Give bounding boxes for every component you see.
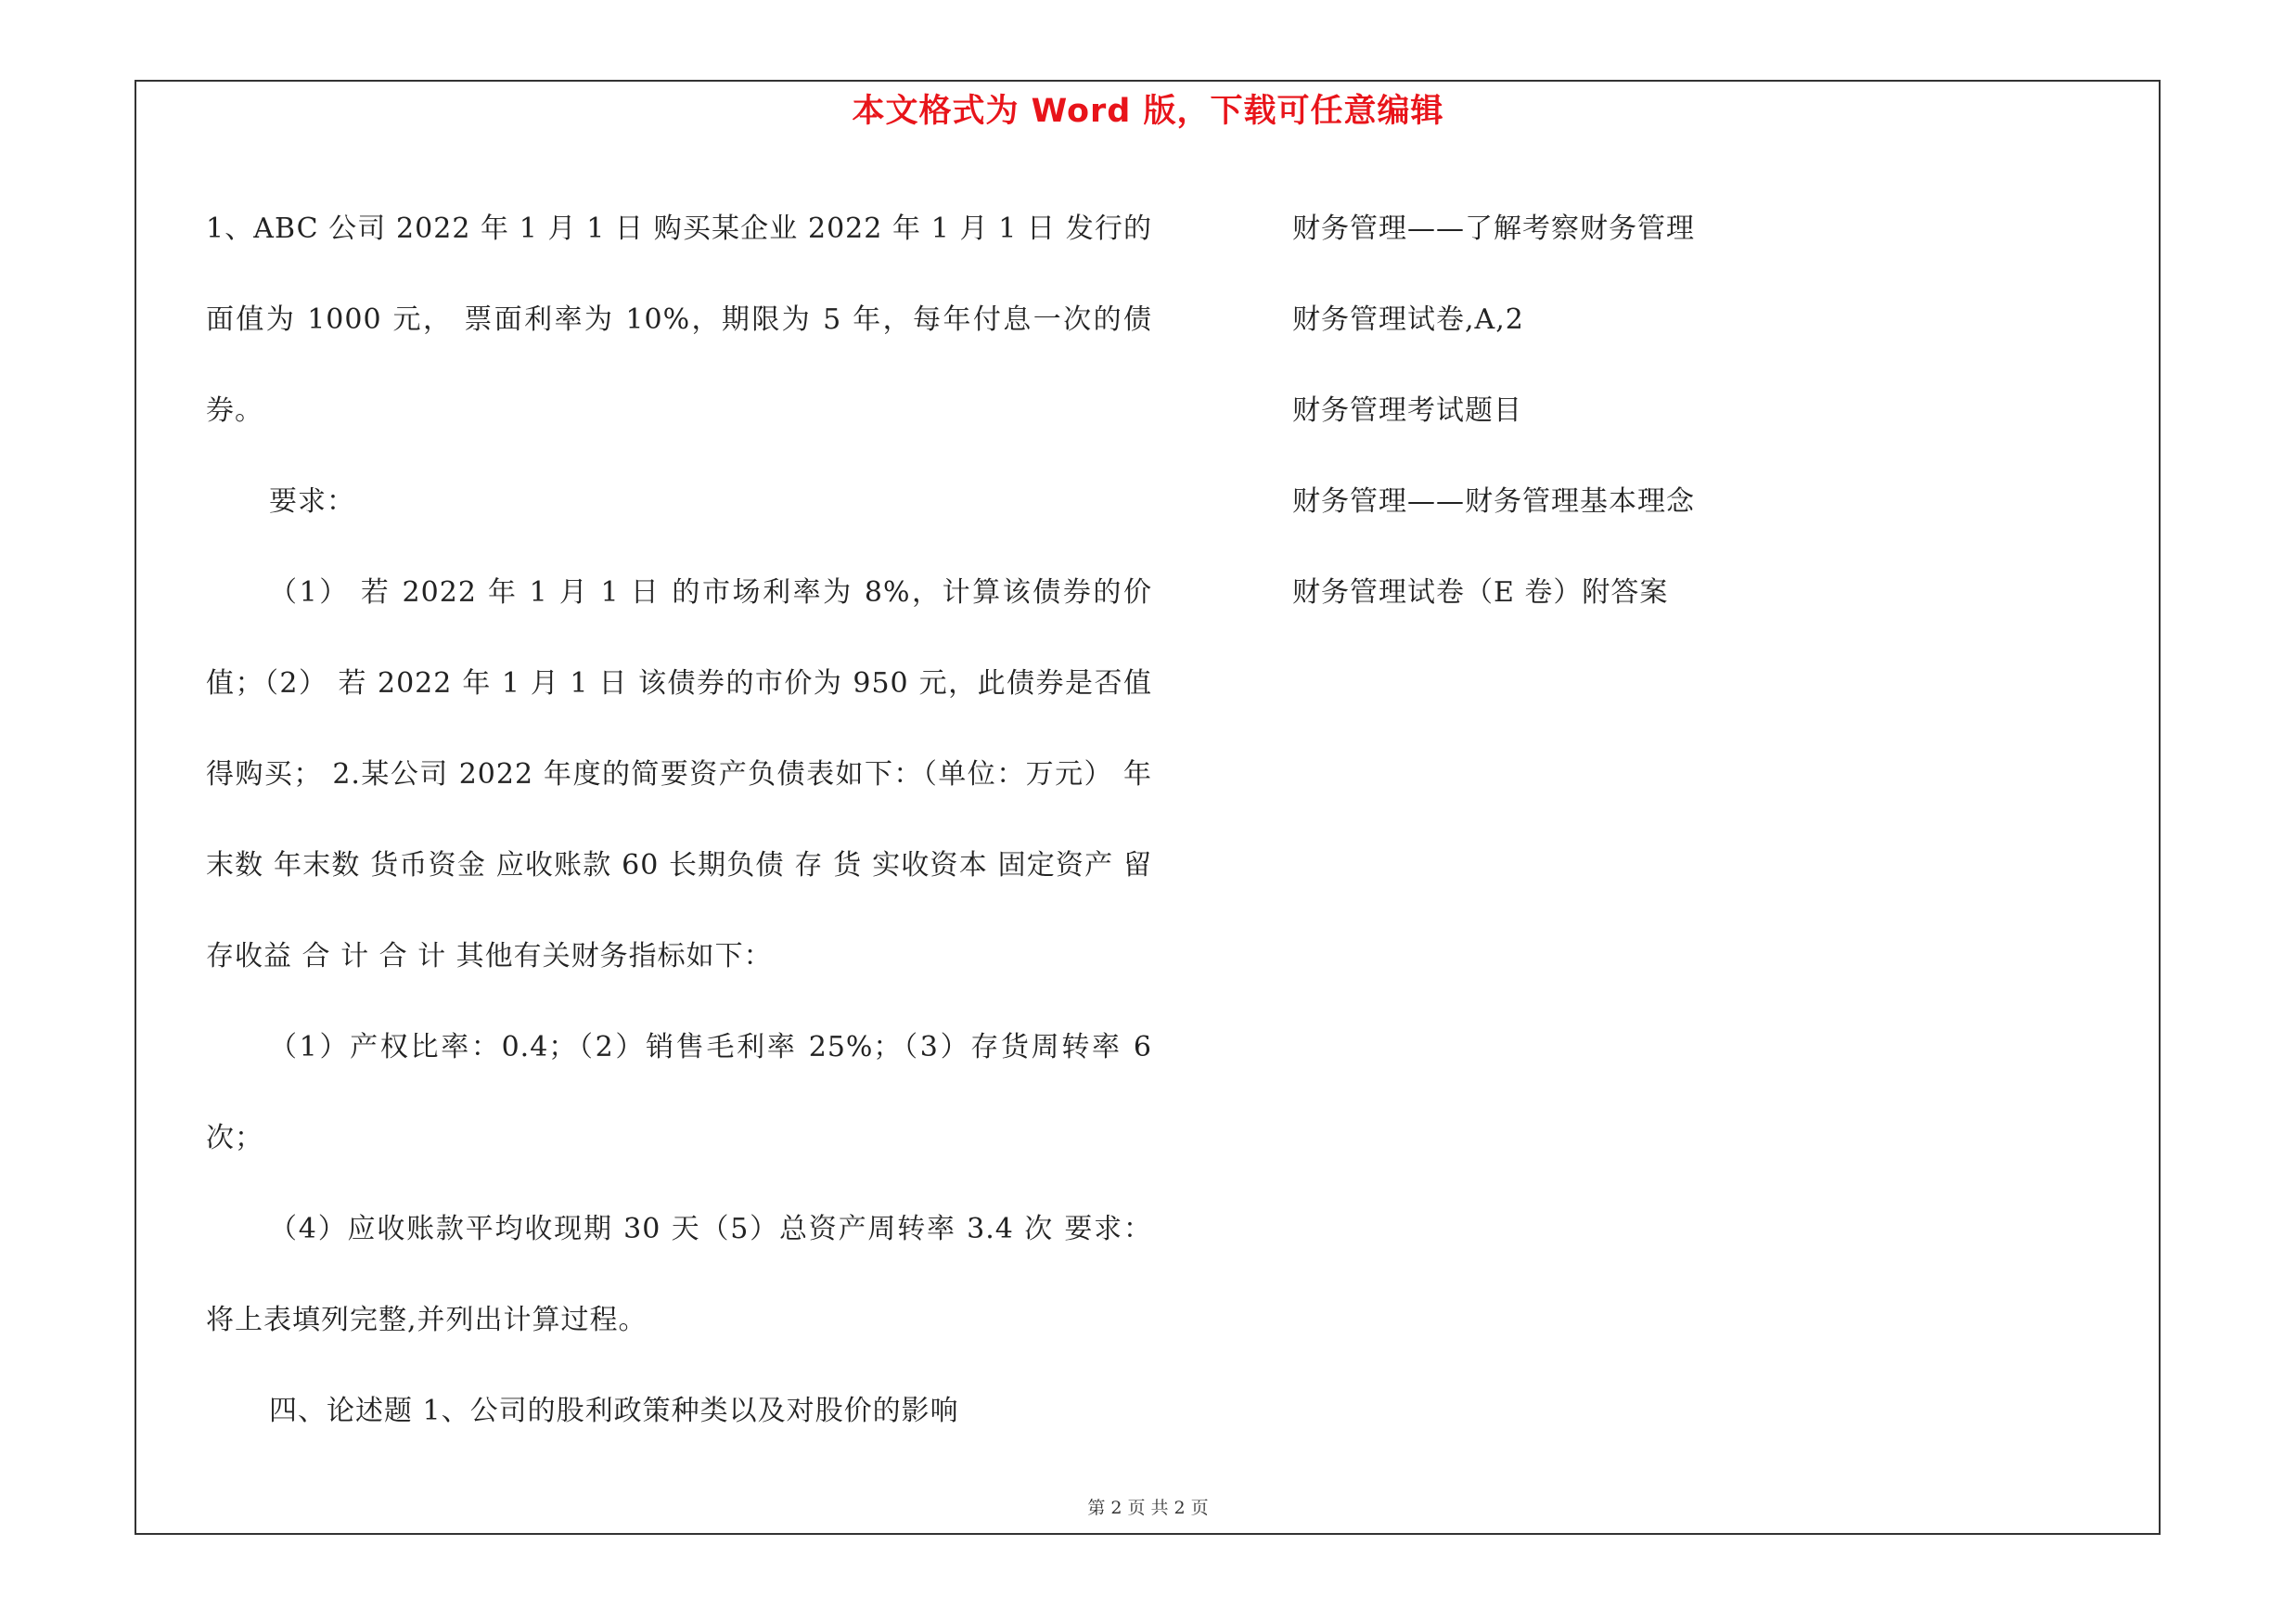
body-paragraph-3: （1） 若 2022 年 1 月 1 日 的市场利率为 8%，计算该债券的价值；（2） 若 2022 年 1 月 1 日 该债券的市价为 950 元，此债券是否值得购买； 2.某公司 2022 年度的简要资产负债表如下：（单位：万元） 年末数 年末数 货币资金 应收账款 60 长期负债 存 货 实收资本 固定资产 留存收益 合 计 合 计 其他有关财务指标如下： xyxy=(206,576,1152,973)
body-paragraph-4: （1）产权比率：0.4；（2）销售毛利率 25%；（3）存货周转率 6 次； xyxy=(206,1031,1152,1154)
related-documents-list xyxy=(1292,184,1942,638)
body-paragraph-6: 四、论述题 1、公司的股利政策种类以及对股价的影响 xyxy=(269,1395,959,1427)
related-document-link[interactable]: 财务管理——了解考察财务管理 xyxy=(1292,213,1695,245)
body-paragraph-1: 1、ABC 公司 2022 年 1 月 1 日 购买某企业 2022 年 1 月 1 日 发行的面值为 1000 元， 票面利率为 10%，期限为 5 年，每年付息一次的债券。 xyxy=(206,213,1152,427)
page-number-footer: 第 2 页 共 2 页 xyxy=(1087,1498,1209,1518)
body-paragraph-2: 要求： xyxy=(269,485,355,518)
related-document-link[interactable]: 财务管理试卷,A,2 xyxy=(1292,303,1524,336)
related-document-link[interactable]: 财务管理考试题目 xyxy=(1292,394,1522,427)
related-document-link[interactable]: 财务管理试卷（E 卷）附答案 xyxy=(1292,576,1669,609)
format-banner: 本文格式为 Word 版，下载可任意编辑 xyxy=(852,93,1444,130)
document-body xyxy=(206,184,1152,1457)
body-paragraph-5: （4）应收账款平均收现期 30 天（5）总资产周转率 3.4 次 要求：将上表填列完整,并列出计算过程。 xyxy=(206,1213,1152,1336)
related-document-link[interactable]: 财务管理——财务管理基本理念 xyxy=(1292,485,1695,518)
